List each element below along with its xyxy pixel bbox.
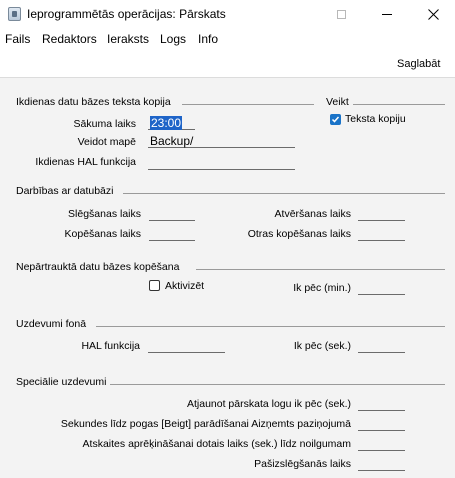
daily-hal-label: Ikdienas HAL funkcija [35, 156, 136, 168]
refresh-interval-field[interactable] [358, 398, 405, 411]
report-timeout-label: Atskaites aprēķināšanai dotais laiks (sek.) līdz noilgumam [82, 438, 351, 450]
start-time-field[interactable] [148, 117, 195, 130]
maximize-icon [337, 10, 346, 19]
menu-ieraksts[interactable]: Ieraksts [107, 32, 150, 46]
continuous-interval-label: Ik pēc (min.) [293, 282, 351, 294]
db-actions-title: Darbības ar datubāzi [16, 185, 114, 197]
close-time-field[interactable] [149, 208, 195, 221]
report-timeout-field[interactable] [358, 438, 405, 451]
background-tasks-separator [96, 326, 445, 327]
backup-section-title: Ikdienas datu bāzes teksta kopija [16, 96, 171, 108]
continuous-separator [196, 269, 445, 270]
shutdown-time-label: Pašizslēgšanās laiks [254, 458, 351, 470]
continuous-copy-title: Nepārtrauktā datu bāzes kopēšana [16, 261, 180, 273]
menu-bar [0, 29, 455, 49]
start-time-label: Sākuma laiks [73, 118, 136, 130]
open-time-label: Atvēršanas laiks [274, 208, 351, 220]
window-title: Ieprogrammētās operācijas: Pārskats [27, 7, 226, 21]
checkmark-icon [330, 114, 341, 125]
second-copy-time-label: Otras kopēšanas laiks [247, 228, 351, 240]
backup-separator [182, 104, 314, 105]
shutdown-time-field[interactable] [358, 458, 405, 471]
folder-value: Backup/ [150, 134, 194, 148]
daily-hal-field[interactable] [148, 157, 295, 170]
minimize-hit [364, 0, 410, 29]
copy-time-field[interactable] [149, 228, 195, 241]
folder-label: Veidot mapē [77, 136, 136, 148]
text-copy-checkbox[interactable] [330, 114, 341, 125]
close-time-label: Slēgšanas laiks [68, 208, 141, 220]
maximize-button[interactable] [318, 0, 364, 29]
hal-function-field[interactable] [148, 340, 225, 353]
toolbar [0, 49, 455, 78]
menu-info[interactable]: Info [198, 32, 219, 46]
menu-logs[interactable]: Logs [160, 32, 187, 46]
db-actions-separator [123, 193, 445, 194]
do-separator [353, 104, 445, 105]
stop-button-delay-label: Sekundes līdz pogas [Beigt] parādīšanai Aizņemts paziņojumā [60, 418, 351, 430]
close-icon [428, 9, 439, 20]
background-tasks-title: Uzdevumi fonā [16, 318, 87, 330]
app-icon [8, 7, 21, 21]
activate-checkbox[interactable] [149, 280, 160, 291]
menu-fails[interactable]: Fails [5, 32, 31, 46]
form-area [0, 78, 455, 478]
stop-button-delay-field[interactable] [358, 418, 405, 431]
start-time-value: 23:00 [151, 116, 182, 130]
special-tasks-separator [110, 384, 445, 385]
continuous-interval-field[interactable] [358, 282, 405, 295]
folder-field[interactable] [148, 135, 295, 148]
activate-label: Aktivizēt [165, 280, 205, 292]
title-bar [0, 0, 455, 29]
second-copy-time-field[interactable] [358, 228, 405, 241]
open-time-field[interactable] [358, 208, 405, 221]
menu-redaktors[interactable]: Redaktors [42, 32, 97, 46]
hal-function-label: HAL funkcija [81, 340, 140, 352]
close-button[interactable] [410, 0, 455, 29]
do-section-title: Veikt [326, 96, 349, 108]
save-button[interactable]: Saglabāt [397, 58, 441, 70]
background-interval-field[interactable] [358, 340, 405, 353]
special-tasks-title: Speciālie uzdevumi [16, 376, 107, 388]
text-copy-label: Teksta kopiju [345, 113, 406, 125]
background-interval-label: Ik pēc (sek.) [293, 340, 351, 352]
refresh-interval-label: Atjaunot pārskata logu ik pēc (sek.) [186, 398, 351, 410]
copy-time-label: Kopēšanas laiks [64, 228, 141, 240]
